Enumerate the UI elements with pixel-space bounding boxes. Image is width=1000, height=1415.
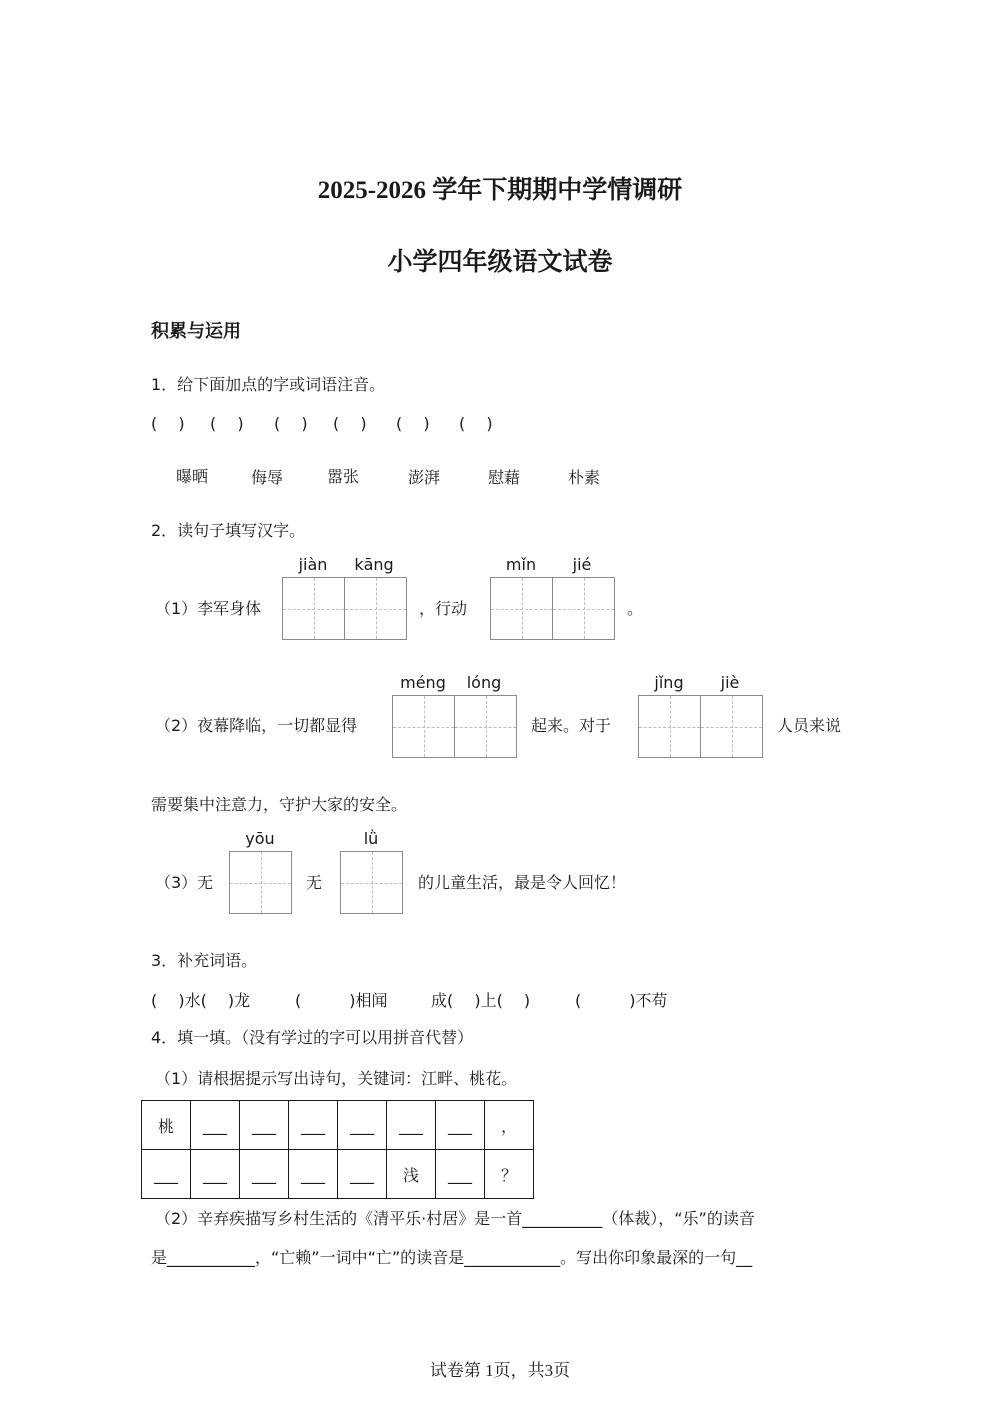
pinyin-label: jiàn [298, 555, 328, 574]
writing-cell[interactable] [340, 851, 403, 914]
q1-word: 曝晒 [176, 467, 209, 486]
q2-s2-prefix: （2）夜幕降临，一切都显得 [155, 716, 358, 735]
q2-s3-prefix: （3）无 [155, 873, 214, 892]
q4-sub1: （1）请根据提示写出诗句，关键词：江畔、桃花。 [155, 1069, 518, 1088]
q1-word: 澎湃 [408, 468, 441, 487]
writing-cell[interactable] [700, 695, 763, 758]
q3-item[interactable]: ( )水( )龙 [151, 991, 251, 1010]
q1-word: 慰藉 [488, 468, 521, 487]
poem-cell[interactable]: ___ [436, 1101, 485, 1150]
writing-cell[interactable] [282, 577, 345, 640]
q1-blank[interactable]: ( ) [459, 414, 493, 433]
q3-prompt: 3．补充词语。 [151, 951, 258, 970]
q2-s3-mid: 无 [306, 873, 323, 892]
q3-item[interactable]: ( )相闻 [295, 991, 388, 1010]
poem-row [142, 1150, 534, 1199]
pinyin-label: méng [400, 673, 446, 692]
q1-word: 朴素 [568, 468, 601, 487]
poem-cell[interactable]: ___ [191, 1150, 240, 1199]
q4-sub2-line1: （2）辛弃疾描写乡村生活的《清平乐·村居》是一首__________（体裁），“乐”的读音 [155, 1209, 755, 1228]
poem-cell: 桃 [142, 1101, 191, 1150]
pinyin-label: jiè [720, 673, 740, 692]
writing-grid[interactable] [638, 695, 763, 758]
writing-cell[interactable] [229, 851, 292, 914]
poem-cell[interactable]: ___ [338, 1150, 387, 1199]
pinyin-label: yōu [245, 829, 275, 848]
q3-item[interactable]: 成( )上( ) [431, 991, 531, 1010]
q1-blank[interactable]: ( ) [396, 414, 430, 433]
writing-cell[interactable] [638, 695, 701, 758]
poem-cell: ？ [485, 1150, 534, 1199]
exam-subtitle: 小学四年级语文试卷 [387, 249, 613, 276]
poem-cell: 浅 [387, 1150, 436, 1199]
q4-sub2-line2: 是___________，“亡赖”一词中“亡”的读音是____________。写出你印象最深的一句__ [151, 1248, 753, 1267]
poem-cell[interactable]: ___ [338, 1101, 387, 1150]
writing-cell[interactable] [344, 577, 407, 640]
exam-title: 2025-2026 学年下期期中学情调研 [317, 177, 683, 204]
pinyin-label: jié [572, 555, 592, 574]
writing-cell[interactable] [454, 695, 517, 758]
poem-row [142, 1101, 534, 1150]
poem-cell[interactable]: ___ [387, 1101, 436, 1150]
section-heading: 积累与运用 [151, 321, 241, 342]
q1-blank[interactable]: ( ) [333, 414, 367, 433]
pinyin-label: lǜ [363, 829, 379, 848]
poem-cell[interactable]: ___ [240, 1150, 289, 1199]
q2-prompt: 2．读句子填写汉字。 [151, 521, 306, 540]
q1-blank[interactable]: ( ) [210, 414, 244, 433]
poem-cell[interactable]: ___ [436, 1150, 485, 1199]
pinyin-label: lóng [466, 673, 502, 692]
poem-cell[interactable]: ___ [240, 1101, 289, 1150]
q1-word: 侮辱 [251, 468, 284, 487]
writing-grid[interactable] [340, 851, 403, 914]
q2-s1-mid: ，行动 [419, 599, 468, 618]
writing-cell[interactable] [490, 577, 553, 640]
pinyin-label: mǐn [505, 555, 537, 574]
writing-grid[interactable] [392, 695, 517, 758]
q2-s3-end: 的儿童生活，最是令人回忆！ [418, 873, 627, 892]
writing-grid[interactable] [490, 577, 615, 640]
poem-cell[interactable]: ___ [142, 1150, 191, 1199]
poem-cell[interactable]: ___ [289, 1101, 338, 1150]
q2-s2-continuation: 需要集中注意力，守护大家的安全。 [151, 795, 408, 814]
q1-blank[interactable]: ( ) [151, 414, 185, 433]
q1-blank[interactable]: ( ) [274, 414, 308, 433]
poem-cell: ， [485, 1101, 534, 1150]
page-footer: 试卷第 1页，共3页 [429, 1361, 571, 1380]
writing-cell[interactable] [392, 695, 455, 758]
q3-item[interactable]: ( )不苟 [575, 991, 668, 1010]
q2-s2-mid: 起来。对于 [531, 716, 612, 735]
q1-word: 嚣张 [327, 467, 360, 486]
q2-s1-prefix: （1）李军身体 [155, 599, 262, 618]
pinyin-label: kāng [354, 555, 394, 574]
q4-prompt: 4．填一填。（没有学过的字可以用拼音代替） [151, 1028, 474, 1047]
poem-cell[interactable]: ___ [289, 1150, 338, 1199]
poem-cell[interactable]: ___ [191, 1101, 240, 1150]
writing-grid[interactable] [229, 851, 292, 914]
pinyin-label: jǐng [654, 673, 684, 692]
poem-table [141, 1100, 534, 1199]
q2-s1-end: 。 [627, 599, 644, 618]
q2-s2-end: 人员来说 [777, 716, 842, 735]
q1-prompt: 1．给下面加点的字或词语注音。 [151, 375, 386, 394]
writing-grid[interactable] [282, 577, 407, 640]
writing-cell[interactable] [552, 577, 615, 640]
